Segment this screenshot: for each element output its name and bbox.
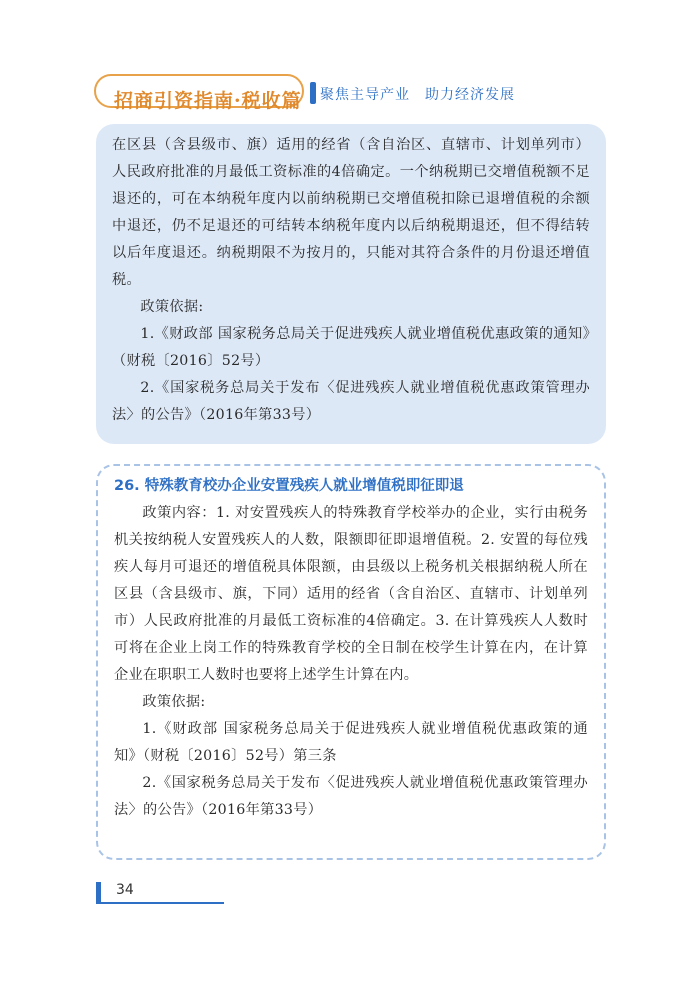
header-title-frame [94, 74, 304, 112]
policy-basis-item-1: 1.《财政部 国家税务总局关于促进残疾人就业增值税优惠政策的通知》（财税〔2016〕52号）第三条 [114, 721, 588, 764]
policy-basis-item-1: 1.《财政部 国家税务总局关于促进残疾人就业增值税优惠政策的通知》（财税〔2016〕52号） [112, 326, 590, 369]
footer-underline [96, 902, 224, 904]
policy-basis-item-2: 2.《国家税务总局关于发布〈促进残疾人就业增值税优惠政策管理办法〉的公告》（2016年第33号） [114, 775, 588, 818]
policy-box-continued [96, 124, 606, 444]
page-header [94, 70, 614, 114]
policy-content-paragraph: 政策内容：1. 对安置残疾人的特殊教育学校举办的企业，实行由税务机关按纳税人安置残疾人的人数，限额即征即退增值税。2. 安置的每位残疾人每月可退还的增值税具体限额，由县级以上税务机关根据纳税人所在区县（含县级市、旗，下同）适用的经省（含自治区、直辖市、计划单列市）人民政府批准的月最低工资标准的4倍确定。3. 在计算残疾人人数时可将在企业上岗工作的特殊教育学校的全日制在校学生计算在内，在计算企业在职职工人数时也要将上述学生计算在内。 [114, 505, 588, 683]
continued-paragraph: 在区县（含县级市、旗）适用的经省（含自治区、直辖市、计划单列市）人民政府批准的月最低工资标准的4倍确定。一个纳税期已交增值税额不足退还的，可在本纳税年度内以前纳税期已交增值税扣除已退增值税的余额中退还，仍不足退还的可结转本纳税年度内以后纳税期退还，但不得结转以后年度退还。纳税期限不为按月的，只能对其符合条件的月份退还增值税。 [112, 137, 590, 288]
policy-basis-label: 政策依据: [142, 694, 206, 710]
page-number: 34 [116, 882, 134, 898]
policy-basis-item-2: 2.《国家税务总局关于发布〈促进残疾人就业增值税优惠政策管理办法〉的公告》（2016年第33号） [112, 380, 590, 423]
section-title: 26. 特殊教育校办企业安置残疾人就业增值税即征即退 [114, 478, 464, 494]
policy-box-26 [96, 464, 606, 860]
header-title: 招商引资指南·税收篇 [114, 90, 302, 112]
header-subtitle: 聚焦主导产业 助力经济发展 [320, 87, 515, 103]
page-footer [96, 880, 226, 904]
policy-basis-label: 政策依据: [140, 299, 204, 315]
footer-accent-bar [96, 882, 101, 902]
